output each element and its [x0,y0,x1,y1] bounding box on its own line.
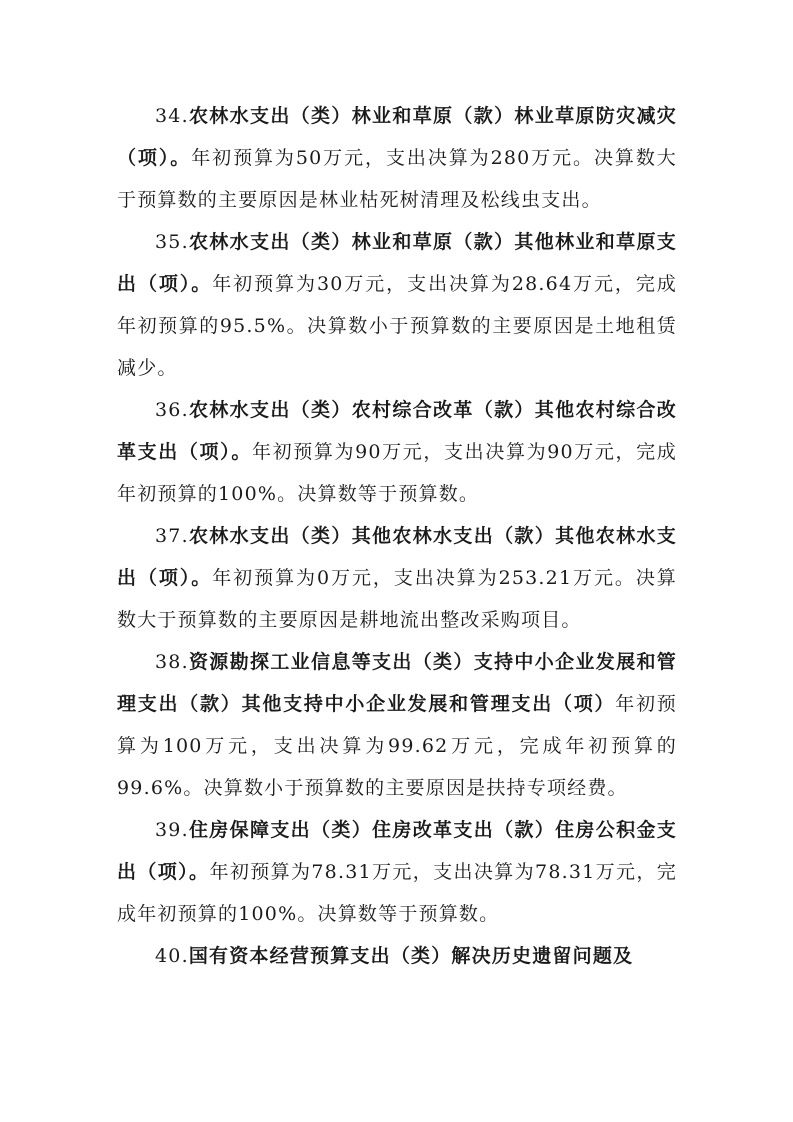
paragraph-heading: 资源勘探工业信息等支出（类）支持中小企业发展和管理支出（款）其他支持中小企业发展和管理支出（项） [117,651,677,715]
paragraph-body: 年初预算为78.31万元，支出决算为78.31万元，完成年初预算的100%。决算数等于预算数。 [117,861,677,925]
paragraph-body: 年初预算为50万元，支出决算为280万元。决算数大于预算数的主要原因是林业枯死树清理及松线虫支出。 [117,147,677,211]
paragraph-heading: 农林水支出（类）林业和草原（款）其他林业和草原支出（项）。 [117,231,677,295]
paragraph-40 [117,935,677,977]
paragraph-38 [117,641,677,809]
paragraph-number: 35. [155,231,189,253]
paragraph-body: 年初预算为0万元，支出决算为253.21万元。决算数大于预算数的主要原因是耕地流出整改采购项目。 [117,567,677,631]
paragraph-heading: 农林水支出（类）农村综合改革（款）其他农村综合改革支出（项）。 [117,399,677,463]
paragraph-number: 39. [155,819,189,841]
document-page [117,95,677,977]
paragraph-39 [117,809,677,935]
paragraph-34 [117,95,677,221]
paragraph-heading: 农林水支出（类）其他农林水支出（款）其他农林水支出（项）。 [117,525,677,589]
paragraph-number: 38. [155,651,189,673]
paragraph-number: 40. [155,945,189,967]
paragraph-heading: 国有资本经营预算支出（类）解决历史遗留问题及 [188,945,634,967]
paragraph-number: 36. [155,399,189,421]
paragraph-body: 年初预算为30万元，支出决算为28.64万元，完成年初预算的95.5%。决算数小于预算数的主要原因是土地租赁减少。 [117,273,677,379]
paragraph-37 [117,515,677,641]
paragraph-body: 年初预算为90万元，支出决算为90万元，完成年初预算的100%。决算数等于预算数。 [117,441,677,505]
paragraph-heading: 农林水支出（类）林业和草原（款）林业草原防灾减灾（项）。 [117,105,677,169]
paragraph-number: 37. [155,525,189,547]
paragraph-35 [117,221,677,389]
paragraph-heading: 住房保障支出（类）住房改革支出（款）住房公积金支出（项）。 [117,819,677,883]
paragraph-number: 34. [155,105,189,127]
paragraph-36 [117,389,677,515]
paragraph-body: 年初预算为100万元，支出决算为99.62万元，完成年初预算的99.6%。决算数小于预算数的主要原因是扶持专项经费。 [117,693,677,799]
